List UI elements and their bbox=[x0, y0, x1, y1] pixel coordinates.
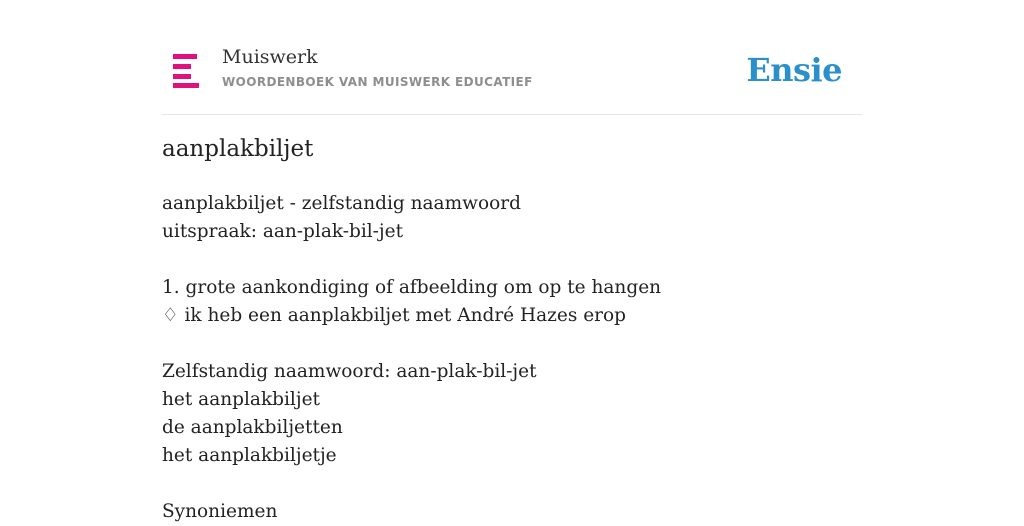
word-form: het aanplakbiljetje bbox=[162, 445, 337, 466]
muiswerk-logo-icon[interactable] bbox=[173, 54, 199, 88]
page-title: aanplakbiljet bbox=[162, 136, 314, 162]
entry-content bbox=[162, 190, 862, 526]
synonyms-heading: Synoniemen bbox=[162, 501, 278, 522]
example: ♢ ik heb een aanplakbiljet met André Hazes erop bbox=[162, 305, 626, 326]
definition-line: aanplakbiljet - zelfstandig naamwoord bbox=[162, 193, 521, 214]
grammar-heading: Zelfstandig naamwoord: aan-plak-bil-jet bbox=[162, 361, 537, 382]
page bbox=[162, 0, 862, 522]
pronunciation: uitspraak: aan-plak-bil-jet bbox=[162, 221, 404, 242]
word-form: de aanplakbiljetten bbox=[162, 417, 343, 438]
site-header bbox=[162, 38, 862, 115]
site-name[interactable]: Muiswerk bbox=[222, 46, 318, 68]
ensie-logo[interactable]: Ensie bbox=[746, 51, 842, 89]
word-form: het aanplakbiljet bbox=[162, 389, 320, 410]
site-subtitle: WOORDENBOEK VAN MUISWERK EDUCATIEF bbox=[222, 75, 533, 89]
meaning: 1. grote aankondiging of afbeelding om op te hangen bbox=[162, 277, 662, 298]
